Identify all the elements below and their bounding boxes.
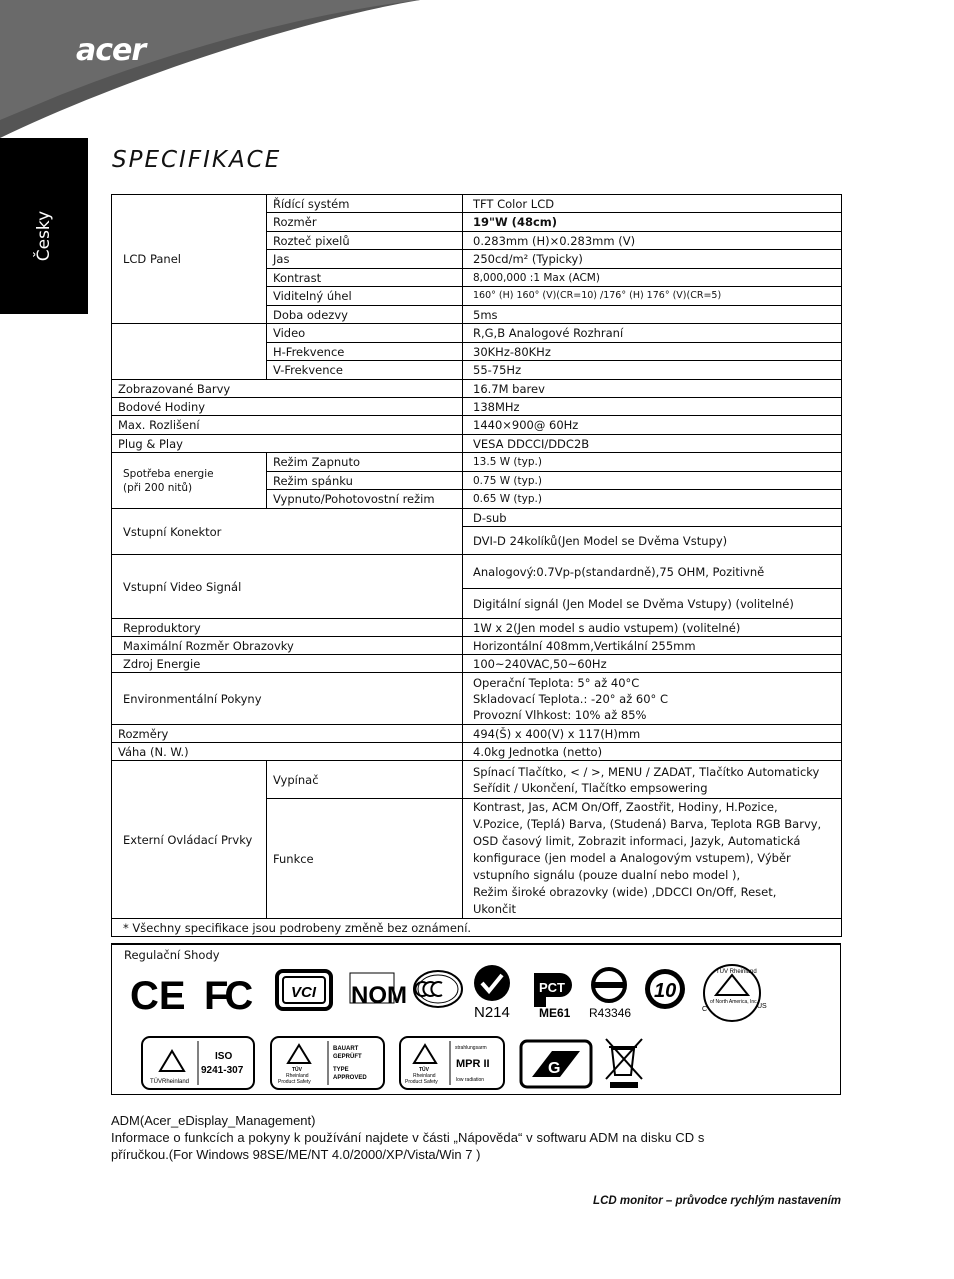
low-radiation-text: low radiation bbox=[456, 1077, 485, 1083]
adm-text-line: Informace o funkcích a pokyny k používání najdete v části „Nápověda“ v softwaru ADM na disku CD s bbox=[111, 1130, 705, 1145]
language-label: Česky bbox=[34, 210, 54, 262]
switch-line: Spínací Tlačítko, < / >, MENU / ZADAT, Tlačítko Automaticky bbox=[473, 764, 820, 779]
lcd-panel-label: LCD Panel bbox=[112, 195, 267, 324]
spec-value: D-sub bbox=[463, 509, 842, 527]
ce-text: CE bbox=[130, 974, 186, 1018]
spec-label: Režim Zapnuto bbox=[267, 453, 463, 472]
env-line: Operační Teplota: 5° až 40°C bbox=[473, 675, 640, 690]
north-america-text: of North America, Inc. bbox=[710, 999, 759, 1005]
power-label-line: (při 200 nitů) bbox=[123, 481, 193, 494]
weee-bin-icon bbox=[606, 1039, 642, 1088]
switch-line: Seřídit / Ukončení, Tlačítko empsowering bbox=[473, 780, 708, 795]
page-title: SPECIFIKACE bbox=[112, 147, 282, 173]
n214-text: N214 bbox=[474, 1004, 510, 1021]
acer-logo: acer bbox=[76, 33, 146, 68]
spec-label: Vypnuto/Pohotovostní režim bbox=[267, 490, 463, 509]
spec-label: Vstupní Konektor bbox=[112, 509, 463, 555]
footnote: * Všechny specifikace jsou podrobeny změně bez oznámení. bbox=[112, 919, 842, 937]
iso-text: ISO bbox=[215, 1051, 233, 1062]
spec-value: 30KHz-80KHz bbox=[463, 343, 842, 361]
ce-mark-icon bbox=[130, 974, 186, 1018]
spec-value: 5ms bbox=[463, 306, 842, 324]
spec-value-multiline bbox=[463, 673, 842, 725]
power-label-line: Spotřeba energie bbox=[123, 467, 214, 480]
spec-label: Funkce bbox=[267, 799, 463, 919]
r43346-text: R43346 bbox=[589, 1006, 632, 1020]
tuv-mpr-mark-icon bbox=[400, 1037, 504, 1089]
header-swoosh bbox=[0, 0, 954, 140]
epa-10-mark-icon bbox=[645, 969, 685, 1009]
pct-mark-icon bbox=[534, 973, 572, 1020]
spec-label: Rozteč pixelů bbox=[267, 232, 463, 250]
tuv-small-text-2: TÜV bbox=[419, 1067, 429, 1073]
spec-label: Video bbox=[267, 324, 463, 343]
func-line: Režim široké obrazovky (wide) ,DDCCI On/Off, Reset, bbox=[473, 885, 777, 899]
spec-label: Zobrazované Barvy bbox=[112, 380, 463, 398]
spec-value: 1W x 2(Jen model s audio vstupem) (volitelné) bbox=[463, 619, 842, 637]
g-mark-icon bbox=[521, 1041, 591, 1087]
belarus-mark-icon bbox=[589, 969, 631, 1020]
spec-value: 8,000,000 :1 Max (ACM) bbox=[463, 269, 842, 287]
adm-section bbox=[111, 1112, 841, 1163]
iso-num-text: 9241-307 bbox=[201, 1065, 244, 1076]
gepruft-text: GEPRÜFT bbox=[333, 1054, 362, 1060]
func-line: OSD časový limit, Zobrazit informaci, Jazyk, Automatická bbox=[473, 834, 801, 848]
spec-table bbox=[111, 194, 842, 937]
spec-label: Maximální Rozměr Obrazovky bbox=[112, 637, 463, 655]
func-line: Ukončit bbox=[473, 902, 517, 916]
spec-label: Viditelný úhel bbox=[267, 287, 463, 306]
spec-label: H-Frekvence bbox=[267, 343, 463, 361]
tuv-small-text: TÜV bbox=[292, 1067, 302, 1073]
spec-value: VESA DDCCI/DDC2B bbox=[463, 435, 842, 453]
power-consumption-label bbox=[112, 453, 267, 509]
mpr-text: MPR II bbox=[456, 1058, 490, 1070]
spec-value: 138MHz bbox=[463, 398, 842, 416]
spec-value: 250cd/m² (Typicky) bbox=[463, 250, 842, 269]
nom-text: NOM bbox=[351, 982, 407, 1009]
func-line: konfigurace (jen model a Analogovým vstupem), Výběr bbox=[473, 851, 791, 865]
spec-value: Horizontální 408mm,Vertikální 255mm bbox=[463, 637, 842, 655]
tuv-bauart-mark-icon bbox=[271, 1037, 384, 1089]
nom-mark-icon bbox=[350, 973, 407, 1009]
env-line: Skladovací Teplota.: -20° až 60° C bbox=[473, 691, 668, 706]
spec-label: Max. Rozlišení bbox=[112, 416, 463, 435]
strahlungsarm-text: strahlungsarm bbox=[455, 1045, 487, 1051]
spec-label: Rozměry bbox=[112, 725, 463, 743]
product-safety-text: Product Safety bbox=[278, 1079, 311, 1085]
spec-label: Řídící systém bbox=[267, 195, 463, 213]
spec-value-multiline bbox=[463, 761, 842, 799]
c-tick-mark-icon bbox=[474, 965, 510, 1021]
spec-label: Environmentální Pokyny bbox=[112, 673, 463, 725]
svg-text:PCT: PCT bbox=[539, 980, 565, 995]
spec-value: 19"W (48cm) bbox=[463, 213, 842, 232]
controls-label: Externí Ovládací Prvky bbox=[112, 761, 267, 919]
regulatory-logos bbox=[112, 945, 840, 1094]
spec-label: Kontrast bbox=[267, 269, 463, 287]
fcc-mark-icon bbox=[204, 974, 252, 1018]
fc-text: FC bbox=[204, 974, 250, 1018]
spec-value: DVI-D 24kolíků(Jen Model se Dvěma Vstupy) bbox=[463, 527, 842, 555]
spec-label: Zdroj Energie bbox=[112, 655, 463, 673]
spec-label: Váha (N. W.) bbox=[112, 743, 463, 761]
tco-text: 10 bbox=[654, 980, 677, 1002]
type-text: TYPE bbox=[333, 1067, 349, 1073]
func-line: vstupního signálu (pouze dualní nebo model ), bbox=[473, 868, 741, 882]
guide-footer: LCD monitor – průvodce rychlým nastavením bbox=[593, 1195, 841, 1207]
approved-text: APPROVED bbox=[333, 1075, 367, 1081]
tuv-text: TÜVRheinland bbox=[150, 1079, 190, 1085]
vci-mark-icon bbox=[277, 971, 331, 1009]
spec-value: 0.283mm (H)×0.283mm (V) bbox=[463, 232, 842, 250]
tuv-north-america-mark-icon bbox=[702, 965, 767, 1021]
spec-value: Analogový:0.7Vp-p(standardně),75 OHM, Pozitivně bbox=[463, 555, 842, 589]
spec-label: Vypínač bbox=[267, 761, 463, 799]
tuv-rheinland-text: TÜV Rheinland bbox=[716, 969, 757, 975]
me61-text: ME61 bbox=[539, 1006, 571, 1020]
spec-label: Reproduktory bbox=[112, 619, 463, 637]
spec-value: 13.5 W (typ.) bbox=[463, 453, 842, 472]
bauart-text: BAUART bbox=[333, 1046, 359, 1052]
spec-value-multiline bbox=[463, 799, 842, 919]
spec-label: Bodové Hodiny bbox=[112, 398, 463, 416]
c-text: C bbox=[702, 1006, 708, 1013]
func-line: Kontrast, Jas, ACM On/Off, Zaostřit, Hodiny, H.Pozice, bbox=[473, 800, 778, 814]
spec-value: 4.0kg Jednotka (netto) bbox=[463, 743, 842, 761]
spec-value: 160° (H) 160° (V)(CR=10) /176° (H) 176° (V)(CR=5) bbox=[463, 287, 842, 306]
spec-value: 0.65 W (typ.) bbox=[463, 490, 842, 509]
product-safety-text-2: Product Safety bbox=[405, 1079, 438, 1085]
regulatory-label: Regulační Shody bbox=[124, 948, 220, 962]
func-line: V.Pozice, (Teplá) Barva, (Studená) Barva, Teplota RGB Barvy, bbox=[473, 817, 822, 831]
spec-label: V-Frekvence bbox=[267, 361, 463, 380]
video-group-label bbox=[112, 324, 267, 380]
spec-value: 100~240VAC,50~60Hz bbox=[463, 655, 842, 673]
adm-title: ADM(Acer_eDisplay_Management) bbox=[111, 1113, 316, 1128]
ccc-mark-icon bbox=[414, 971, 462, 1007]
spec-label: Doba odezvy bbox=[267, 306, 463, 324]
regulatory-box bbox=[111, 943, 841, 1095]
spec-label: Režim spánku bbox=[267, 472, 463, 490]
spec-value: 16.7M barev bbox=[463, 380, 842, 398]
spec-value: R,G,B Analogové Rozhraní bbox=[463, 324, 842, 343]
vci-text: VCI bbox=[291, 984, 317, 1001]
us-text: US bbox=[757, 1003, 767, 1010]
spec-label: Vstupní Video Signál bbox=[112, 555, 463, 619]
env-line: Provozní Vlhkost: 10% až 85% bbox=[473, 707, 647, 722]
tuv-iso-mark-icon bbox=[142, 1037, 254, 1089]
spec-value: 55-75Hz bbox=[463, 361, 842, 380]
spec-value: TFT Color LCD bbox=[463, 195, 842, 213]
tuv-rheinland-small-text-2: Rheinland bbox=[413, 1073, 436, 1079]
spec-label: Plug & Play bbox=[112, 435, 463, 453]
g-text: G bbox=[548, 1060, 561, 1077]
spec-value: 1440×900@ 60Hz bbox=[463, 416, 842, 435]
spec-value: Digitální signál (Jen Model se Dvěma Vstupy) (volitelné) bbox=[463, 589, 842, 619]
adm-text-line: příručkou.(For Windows 98SE/ME/NT 4.0/2000/XP/Vista/Win 7 ) bbox=[111, 1147, 481, 1162]
spec-label: Rozměr bbox=[267, 213, 463, 232]
tuv-rheinland-small-text: Rheinland bbox=[286, 1073, 309, 1079]
spec-label: Jas bbox=[267, 250, 463, 269]
spec-value: 494(Š) x 400(V) x 117(H)mm bbox=[463, 725, 842, 743]
spec-value: 0.75 W (typ.) bbox=[463, 472, 842, 490]
